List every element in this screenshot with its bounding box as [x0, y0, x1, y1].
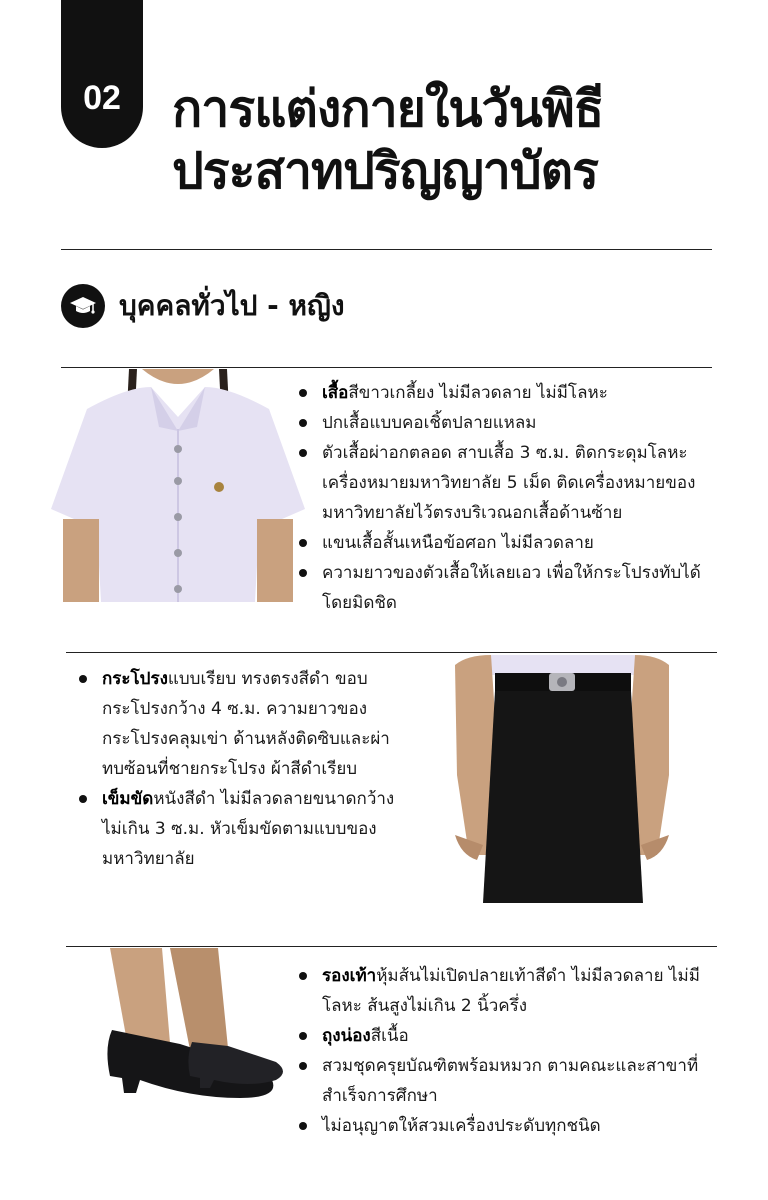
- section-number: 02: [83, 79, 121, 117]
- list-item: เข็มขัดหนังสีดำ ไม่มีลวดลายขนาดกว้างไม่เกิน 3 ซ.ม. หัวเข็มขัดตามแบบของมหาวิทยาลัย: [76, 784, 398, 874]
- page-title: [172, 78, 603, 202]
- list-item: ไม่อนุญาตให้สวมเครื่องประดับทุกชนิด: [296, 1111, 718, 1141]
- shoes-photo: [100, 948, 290, 1120]
- section-heading: [61, 284, 345, 328]
- divider-skirt: [66, 652, 717, 653]
- page-title-line-1: การแต่งกายในวันพิธี: [172, 80, 604, 138]
- list-item: ความยาวของตัวเสื้อให้เลยเอว เพื่อให้กระโปรงทับได้โดยมิดชิด: [296, 558, 712, 618]
- list-item: สวมชุดครุยบัณฑิตพร้อมหมวก ตามคณะและสาขาที่สำเร็จการศึกษา: [296, 1051, 718, 1111]
- divider-top: [61, 249, 712, 250]
- list-item: แขนเสื้อสั้นเหนือข้อศอก ไม่มีลวดลาย: [296, 528, 712, 558]
- skirt-photo: [447, 655, 677, 903]
- shirt-details-list: [296, 378, 712, 618]
- list-item: ตัวเสื้อผ่าอกตลอด สาบเสื้อ 3 ซ.ม. ติดกระดุมโลหะเครื่องหมายมหาวิทยาลัย 5 เม็ด ติดเครื่องหมายของมหาวิทยาลัยไว้ตรงบริเวณอกเสื้อด้านซ้าย: [296, 438, 712, 528]
- list-item: รองเท้าหุ้มส้นไม่เปิดปลายเท้าสีดำ ไม่มีลวดลาย ไม่มีโลหะ ส้นสูงไม่เกิน 2 นิ้วครึ่ง: [296, 961, 718, 1021]
- graduation-cap-icon: [61, 284, 105, 328]
- section-number-badge: [61, 0, 143, 148]
- shoes-details-list: [296, 961, 718, 1141]
- skirt-details-list: [76, 664, 398, 874]
- list-item: ปกเสื้อแบบคอเชิ้ตปลายแหลม: [296, 408, 712, 438]
- list-item: กระโปรงแบบเรียบ ทรงตรงสีดำ ขอบกระโปรงกว้าง 4 ซ.ม. ความยาวของกระโปรงคลุมเข่า ด้านหลังติดซิบและผ่าทบซ้อนที่ชายกระโปรง ผ้าสีดำเรียบ: [76, 664, 398, 784]
- divider-section: [61, 367, 712, 368]
- shirt-photo: [47, 369, 309, 602]
- page-title-line-2: ประสาทปริญญาบัตร: [172, 142, 598, 200]
- list-item: ถุงน่องสีเนื้อ: [296, 1021, 718, 1051]
- section-title: บุคคลทั่วไป - หญิง: [119, 289, 345, 322]
- list-item: เสื้อสีขาวเกลี้ยง ไม่มีลวดลาย ไม่มีโลหะ: [296, 378, 712, 408]
- divider-shoes: [66, 946, 717, 947]
